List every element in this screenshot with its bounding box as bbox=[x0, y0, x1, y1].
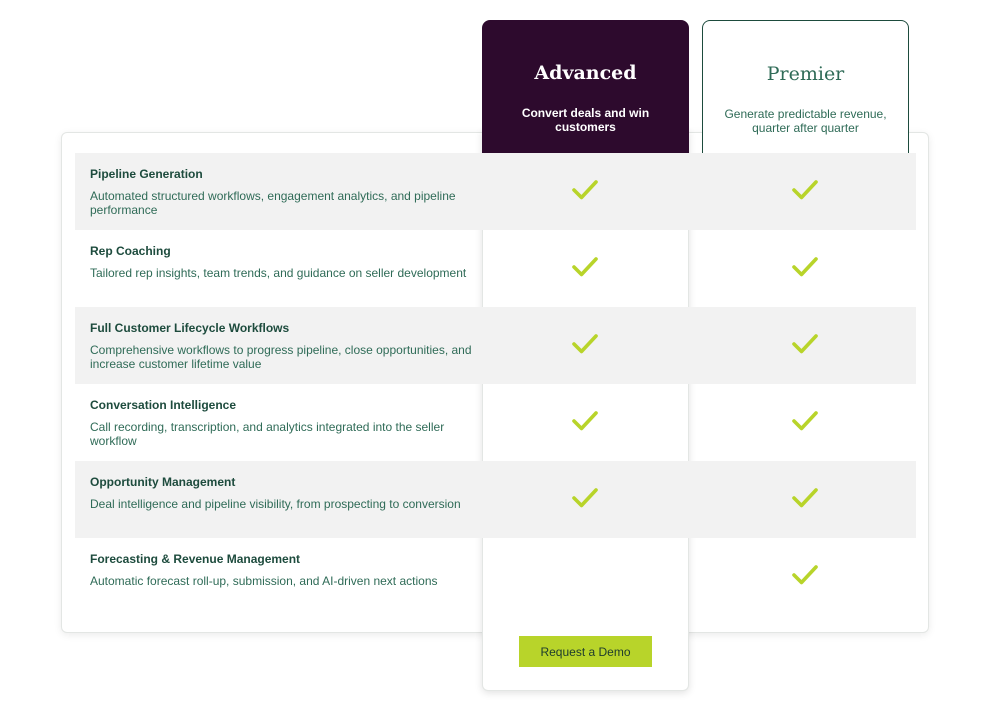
feature-text bbox=[90, 244, 475, 280]
feature-text bbox=[90, 475, 475, 511]
plan-description-premier: Generate predictable revenue, quarter after quarter bbox=[724, 107, 887, 135]
feature-title: Opportunity Management bbox=[90, 475, 236, 489]
feature-title: Forecasting & Revenue Management bbox=[90, 552, 301, 566]
checkmark-icon bbox=[572, 487, 598, 509]
feature-title: Rep Coaching bbox=[90, 244, 171, 258]
feature-table bbox=[75, 153, 916, 615]
plan-header-advanced bbox=[482, 20, 689, 153]
feature-description: Comprehensive workflows to progress pipeline, close opportunities, and increase customer lifetime value bbox=[90, 343, 472, 371]
feature-title: Conversation Intelligence bbox=[90, 398, 237, 412]
feature-description: Tailored rep insights, team trends, and guidance on seller development bbox=[90, 266, 467, 280]
feature-row bbox=[75, 384, 916, 461]
feature-row bbox=[75, 307, 916, 384]
plan-description-advanced: Convert deals and win customers bbox=[521, 106, 650, 134]
feature-description: Call recording, transcription, and analytics integrated into the seller workflow bbox=[90, 420, 445, 448]
feature-title: Pipeline Generation bbox=[90, 167, 203, 181]
feature-text bbox=[90, 167, 475, 217]
feature-text bbox=[90, 552, 475, 588]
checkmark-icon bbox=[792, 179, 818, 201]
feature-row bbox=[75, 230, 916, 307]
plan-header-premier bbox=[702, 20, 909, 153]
checkmark-icon bbox=[572, 179, 598, 201]
feature-description: Automatic forecast roll-up, submission, and AI-driven next actions bbox=[90, 574, 438, 588]
checkmark-icon bbox=[572, 410, 598, 432]
plan-name-advanced: Advanced bbox=[534, 62, 637, 84]
plan-name-premier: Premier bbox=[766, 63, 845, 85]
feature-row bbox=[75, 153, 916, 230]
checkmark-icon bbox=[792, 564, 818, 586]
feature-text bbox=[90, 321, 475, 371]
checkmark-icon bbox=[572, 333, 598, 355]
request-demo-button[interactable]: Request a Demo bbox=[519, 636, 652, 667]
checkmark-icon bbox=[792, 487, 818, 509]
feature-text bbox=[90, 398, 475, 448]
feature-row bbox=[75, 538, 916, 615]
checkmark-icon bbox=[792, 333, 818, 355]
feature-row bbox=[75, 461, 916, 538]
feature-description: Automated structured workflows, engagement analytics, and pipeline performance bbox=[90, 189, 456, 217]
checkmark-icon bbox=[792, 256, 818, 278]
feature-description: Deal intelligence and pipeline visibility, from prospecting to conversion bbox=[90, 497, 461, 511]
checkmark-icon bbox=[792, 410, 818, 432]
checkmark-icon bbox=[572, 256, 598, 278]
feature-title: Full Customer Lifecycle Workflows bbox=[90, 321, 290, 335]
